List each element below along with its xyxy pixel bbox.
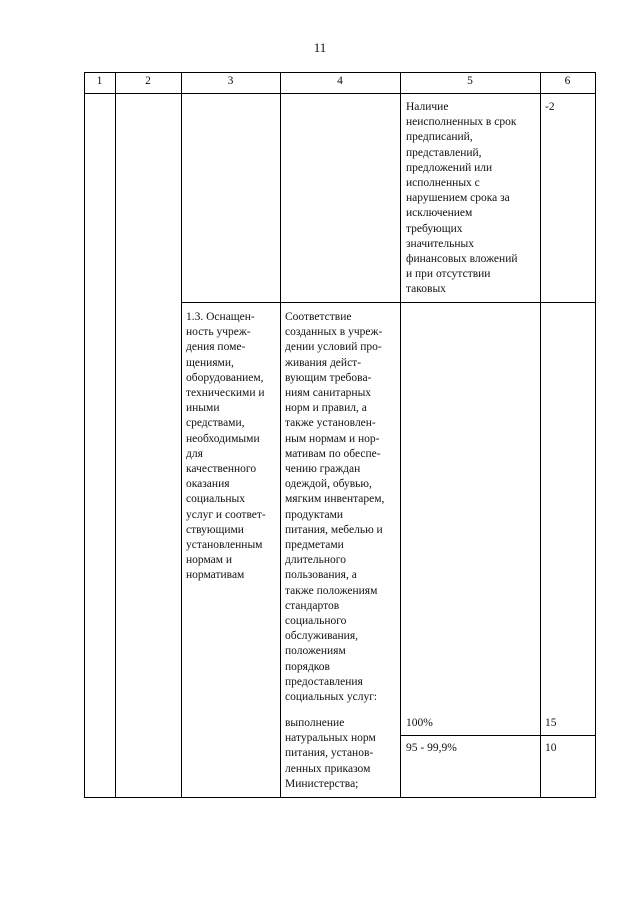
page-number: 11 (313, 40, 327, 55)
header-col-3: 3 (227, 75, 234, 87)
header-col-5: 5 (467, 75, 473, 87)
header-col-4: 4 (337, 75, 343, 87)
column-divider-4 (400, 72, 401, 798)
column-divider-1 (115, 72, 116, 798)
column-divider-2 (181, 72, 182, 798)
subrow-divider (400, 735, 595, 736)
indicator-subcriterion: выполнение натуральных норм питания, установ- ленных приказом Министерства; (285, 717, 376, 790)
table-border-bottom (84, 797, 595, 798)
table-border-right (595, 72, 596, 798)
column-divider-3 (280, 72, 281, 798)
criterion-score: -2 (545, 101, 555, 113)
criterion-description: Наличие неисполненных в срок предписаний, представлений, предложений или исполненных с нарушением срока за исключением требующих значительных финансовых вложений и при отсутствии таковых (406, 101, 518, 296)
header-col-2: 2 (145, 75, 151, 87)
header-col-6: 6 (564, 75, 571, 87)
score-a: 15 (545, 717, 557, 729)
score-b: 10 (545, 742, 557, 754)
table-border-left (84, 72, 85, 798)
table-border-top (84, 72, 595, 73)
row-divider (181, 302, 595, 303)
indicator-name: 1.3. Оснащен- ность учреж- дения поме- щениями, оборудованием, техническими и иными средствами, необходимыми для качественного оказания социальных услуг и соответ- ствующими установленным нормам и нормативам (186, 311, 266, 582)
value-range-a: 100% (406, 717, 433, 729)
column-divider-5 (540, 72, 541, 798)
header-row-divider (84, 93, 595, 94)
indicator-criterion: Соответствие созданных в учреж- дении условий про- живания дейст- вующим требова- ниям санитарных норм и правил, а также установлен- ным нормам и нор- мативам по обеспе- чению граждан одеждой, обувью, мягким инвентарем, продуктами питания, мебелью и предметами длительного пользования, а также положениям стандартов социального обслуживания, положениям порядков предоставления социальных услуг: (285, 311, 385, 704)
header-col-1: 1 (96, 75, 103, 87)
value-range-b: 95 - 99,9% (406, 742, 457, 754)
